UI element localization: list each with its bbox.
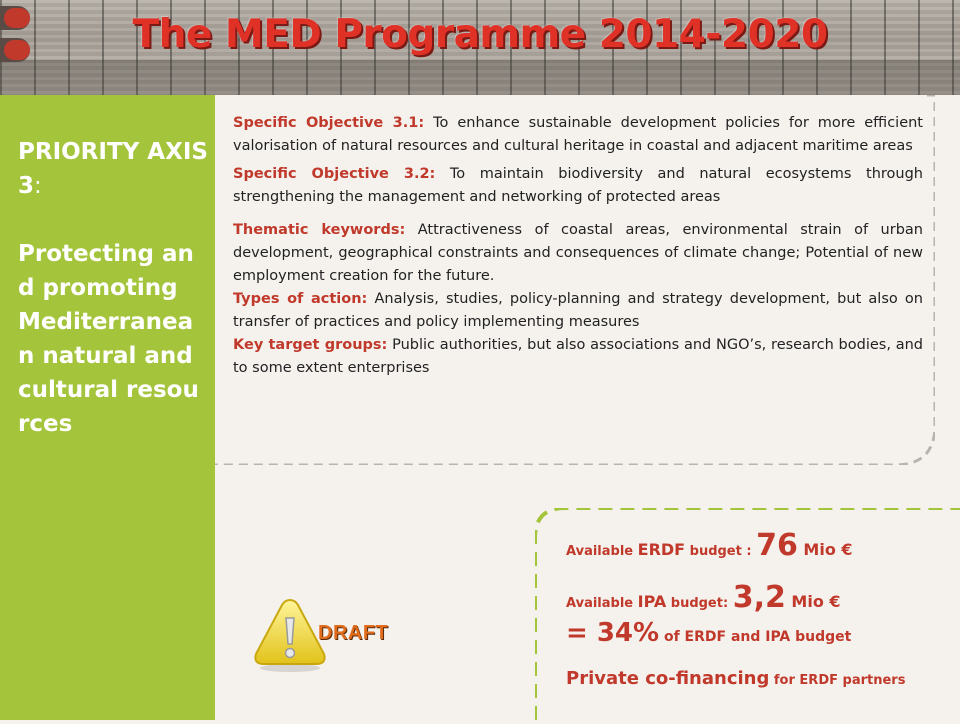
page-title: The MED Programme 2014-2020	[132, 12, 828, 57]
share-value: = 34%	[566, 618, 660, 648]
so2-label: Specific Objective 3.2:	[233, 166, 436, 182]
objectives-content	[233, 112, 923, 380]
specific-objective-1	[233, 112, 923, 158]
key-target-groups	[233, 334, 923, 380]
keywords-text: Attractiveness of coastal areas, environmental strain of urban development, geographical constraints and consequences of climate change; Potential of new employment creation for the future.	[233, 222, 923, 284]
erdf-budget: Available ERDF budget : 76 Mio €	[566, 528, 853, 563]
private-cofinancing: Private co-financing for ERDF partners	[566, 668, 906, 689]
priority-axis-colon: :	[34, 173, 42, 199]
actions-label: Types of action:	[233, 291, 368, 307]
ipa-value: 3,2	[732, 580, 786, 615]
types-of-action	[233, 288, 923, 334]
so2-text: To maintain biodiversity and natural ecosystems through strengthening the management and networking of protected areas	[233, 166, 923, 205]
priority-axis-label: PRIORITY AXIS 3	[18, 139, 208, 199]
keywords-label: Thematic keywords:	[233, 222, 406, 238]
erdf-value: 76	[756, 528, 798, 563]
targets-label: Key target groups:	[233, 337, 388, 353]
so1-label: Specific Objective 3.1:	[233, 115, 425, 131]
targets-text: Public authorities, but also associations and NGO’s, research bodies, and to some extent enterprises	[233, 337, 923, 376]
ipa-budget: Available IPA budget: 3,2 Mio €	[566, 580, 841, 615]
priority-axis-description: Protecting and promoting Mediterranean natural and cultural resources	[18, 241, 199, 437]
so1-text: To enhance sustainable development policies for more efficient valorisation of natural resources and cultural heritage in coastal and adjacent maritime areas	[233, 115, 923, 154]
sidebar	[0, 95, 215, 720]
specific-objective-2	[233, 163, 923, 209]
draft-label: DRAFT	[318, 622, 389, 644]
header-shadow-band	[0, 60, 960, 95]
priority-axis	[18, 135, 208, 441]
header-banner	[0, 0, 960, 95]
thematic-keywords	[233, 219, 923, 288]
budget-share: = 34% of ERDF and IPA budget	[566, 618, 852, 648]
actions-text: Analysis, studies, policy-planning and strategy development, but also on transfer of practices and policy implementing measures	[233, 291, 923, 330]
